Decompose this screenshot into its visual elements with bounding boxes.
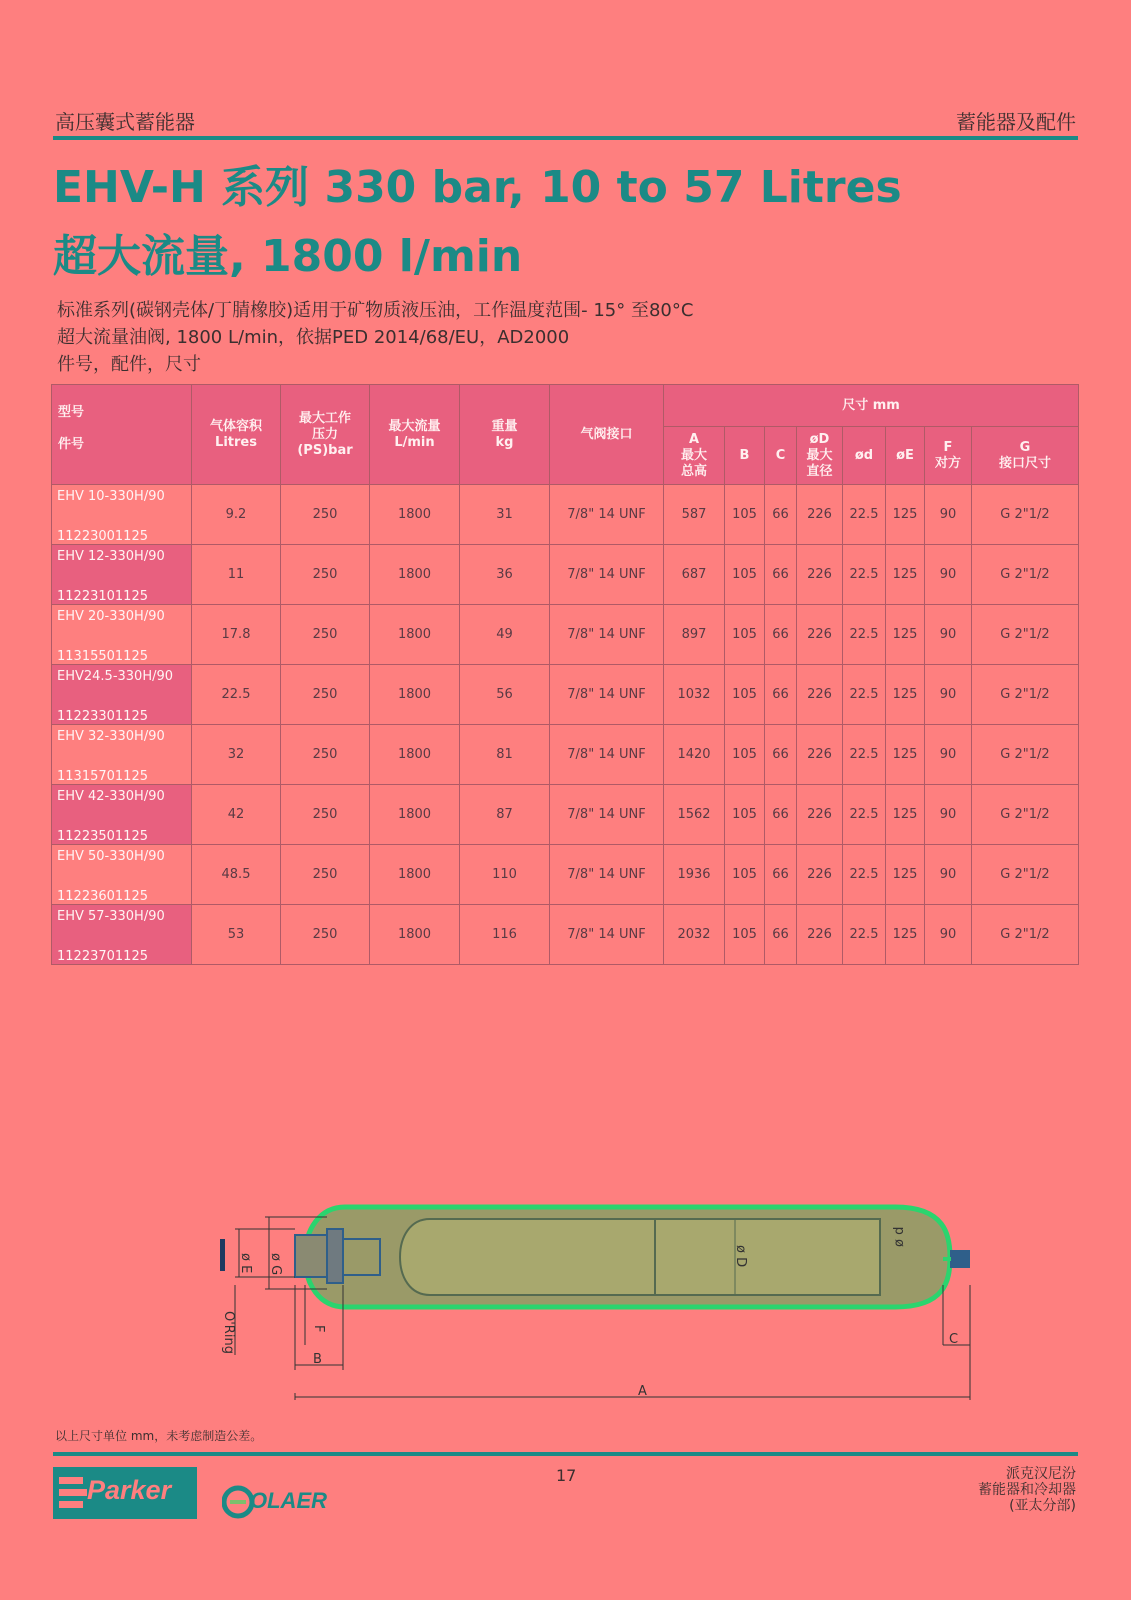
header-weight: 重量 kg: [460, 385, 550, 485]
cell-valve: 7/8" 14 UNF: [550, 785, 664, 845]
cell-flow: 1800: [370, 905, 460, 965]
cell-e: 125: [886, 605, 925, 665]
cell-pressure: 250: [281, 785, 370, 845]
cell-f: 90: [925, 665, 972, 725]
label-oring: O'Ring: [221, 1311, 236, 1354]
header-volume: 气体容积 Litres: [192, 385, 281, 485]
cell-c: 66: [765, 665, 797, 725]
intro-line-1: 标准系列(碳钢壳体/丁腈橡胶)适用于矿物质液压油，工作温度范围- 15° 至80°C: [57, 300, 694, 321]
company-line-1: 派克汉尼汾: [1006, 1466, 1076, 1482]
cell-d: 22.5: [843, 485, 886, 545]
cell-volume: 11: [192, 545, 281, 605]
cell-e: 125: [886, 545, 925, 605]
cell-g: G 2"1/2: [972, 905, 1079, 965]
header-dimensions: 尺寸 mm: [664, 385, 1079, 427]
cell-f: 90: [925, 545, 972, 605]
header-dim-c: C: [765, 427, 797, 485]
cell-weight: 81: [460, 725, 550, 785]
cell-e: 125: [886, 665, 925, 725]
model-cell: [52, 485, 192, 545]
cell-d: 226: [797, 545, 843, 605]
part-number: 11223301125: [57, 709, 148, 724]
model-name: EHV 10-330H/90: [57, 489, 165, 504]
gas-valve: [950, 1250, 970, 1268]
cell-flow: 1800: [370, 845, 460, 905]
label-d-small: ø d: [892, 1226, 907, 1247]
page-title: EHV-H 系列 330 bar, 10 to 57 Litres: [53, 162, 902, 213]
cell-volume: 9.2: [192, 485, 281, 545]
cell-b: 105: [725, 485, 765, 545]
table-row: [52, 845, 1079, 905]
cell-d: 22.5: [843, 905, 886, 965]
model-cell: [52, 665, 192, 725]
cell-weight: 110: [460, 845, 550, 905]
label-e: ø E: [238, 1253, 253, 1274]
cell-pressure: 250: [281, 845, 370, 905]
cell-volume: 17.8: [192, 605, 281, 665]
page-subtitle: 超大流量, 1800 l/min: [53, 231, 523, 282]
cell-d: 226: [797, 785, 843, 845]
parker-logo: Parker: [53, 1467, 197, 1519]
oring: [220, 1239, 225, 1271]
page-number: 17: [556, 1466, 577, 1485]
cell-d: 226: [797, 665, 843, 725]
cell-flow: 1800: [370, 785, 460, 845]
footer-divider: [53, 1452, 1078, 1456]
cell-pressure: 250: [281, 665, 370, 725]
cell-a: 1420: [664, 725, 725, 785]
cell-e: 125: [886, 845, 925, 905]
header-divider: [53, 136, 1078, 140]
header-gas-valve: 气阀接口: [550, 385, 664, 485]
cell-g: G 2"1/2: [972, 605, 1079, 665]
cell-weight: 36: [460, 545, 550, 605]
cell-f: 90: [925, 845, 972, 905]
cell-weight: 49: [460, 605, 550, 665]
cell-valve: 7/8" 14 UNF: [550, 845, 664, 905]
label-b: B: [313, 1352, 322, 1367]
cell-valve: 7/8" 14 UNF: [550, 485, 664, 545]
cell-g: G 2"1/2: [972, 725, 1079, 785]
cell-c: 66: [765, 845, 797, 905]
label-a: A: [638, 1384, 647, 1399]
cell-b: 105: [725, 785, 765, 845]
cell-b: 105: [725, 545, 765, 605]
cell-g: G 2"1/2: [972, 665, 1079, 725]
cell-d: 226: [797, 905, 843, 965]
cell-flow: 1800: [370, 605, 460, 665]
cell-f: 90: [925, 605, 972, 665]
cell-f: 90: [925, 485, 972, 545]
cell-volume: 48.5: [192, 845, 281, 905]
intro-line-2: 超大流量油阀, 1800 L/min，依据PED 2014/68/EU，AD2000: [57, 327, 570, 348]
table-row: [52, 725, 1079, 785]
cell-volume: 53: [192, 905, 281, 965]
header-dim-f: F 对方: [925, 427, 972, 485]
part-number: 11315701125: [57, 769, 148, 784]
part-number: 11223001125: [57, 529, 148, 544]
model-name: EHV 12-330H/90: [57, 549, 165, 564]
cell-flow: 1800: [370, 485, 460, 545]
label-c: C: [949, 1332, 959, 1347]
cell-b: 105: [725, 725, 765, 785]
dimension-note: 以上尺寸单位 mm，未考虑制造公差。: [55, 1429, 263, 1443]
cell-c: 66: [765, 605, 797, 665]
olaer-logo: OLAER: [250, 1488, 327, 1513]
cell-a: 587: [664, 485, 725, 545]
cell-f: 90: [925, 785, 972, 845]
company-info: [978, 1466, 1076, 1514]
model-cell: [52, 545, 192, 605]
model-name: EHV 32-330H/90: [57, 729, 165, 744]
table-row: [52, 785, 1079, 845]
cell-d: 22.5: [843, 545, 886, 605]
cell-d: 226: [797, 485, 843, 545]
cell-a: 687: [664, 545, 725, 605]
header-pressure: 最大工作 压力 (PS)bar: [281, 385, 370, 485]
intro-line-3: 件号，配件，尺寸: [57, 354, 201, 375]
cell-pressure: 250: [281, 605, 370, 665]
header-dim-small-d: ød: [843, 427, 886, 485]
cell-valve: 7/8" 14 UNF: [550, 545, 664, 605]
model-cell: [52, 785, 192, 845]
cell-weight: 116: [460, 905, 550, 965]
cell-weight: 31: [460, 485, 550, 545]
cell-g: G 2"1/2: [972, 785, 1079, 845]
model-name: EHV24.5-330H/90: [57, 669, 174, 684]
header-model: 型号 件号: [52, 385, 192, 485]
cell-pressure: 250: [281, 725, 370, 785]
cell-c: 66: [765, 785, 797, 845]
cell-d: 22.5: [843, 845, 886, 905]
header-dim-a: A 最大 总高: [664, 427, 725, 485]
part-number: 11315501125: [57, 649, 148, 664]
model-cell: [52, 905, 192, 965]
cell-e: 125: [886, 485, 925, 545]
table-row: [52, 605, 1079, 665]
cell-pressure: 250: [281, 905, 370, 965]
cell-f: 90: [925, 725, 972, 785]
cell-e: 125: [886, 725, 925, 785]
table-row: [52, 545, 1079, 605]
cell-pressure: 250: [281, 485, 370, 545]
table-row: [52, 485, 1079, 545]
cell-d: 226: [797, 845, 843, 905]
accumulator-drawing: [215, 1195, 1015, 1425]
header-flow: 最大流量 L/min: [370, 385, 460, 485]
cell-flow: 1800: [370, 665, 460, 725]
cell-a: 2032: [664, 905, 725, 965]
cell-a: 1936: [664, 845, 725, 905]
cell-g: G 2"1/2: [972, 545, 1079, 605]
cell-c: 66: [765, 485, 797, 545]
cell-flow: 1800: [370, 725, 460, 785]
spec-table: [51, 384, 1079, 965]
cell-c: 66: [765, 905, 797, 965]
cell-valve: 7/8" 14 UNF: [550, 725, 664, 785]
cell-weight: 56: [460, 665, 550, 725]
company-line-3: (亚太分部): [1009, 1498, 1076, 1514]
category-title: 蓄能器及配件: [956, 110, 1076, 134]
cell-f: 90: [925, 905, 972, 965]
cell-d: 22.5: [843, 725, 886, 785]
cell-g: G 2"1/2: [972, 485, 1079, 545]
cell-valve: 7/8" 14 UNF: [550, 905, 664, 965]
cell-g: G 2"1/2: [972, 845, 1079, 905]
model-name: EHV 20-330H/90: [57, 609, 165, 624]
label-g: ø G: [268, 1253, 283, 1276]
cell-d: 226: [797, 725, 843, 785]
label-d-big: ø D: [733, 1245, 748, 1268]
cell-weight: 87: [460, 785, 550, 845]
table-row: [52, 905, 1079, 965]
cell-volume: 32: [192, 725, 281, 785]
cell-e: 125: [886, 785, 925, 845]
cell-flow: 1800: [370, 545, 460, 605]
cell-d: 22.5: [843, 785, 886, 845]
cell-d: 22.5: [843, 605, 886, 665]
cell-pressure: 250: [281, 545, 370, 605]
cell-volume: 22.5: [192, 665, 281, 725]
model-cell: [52, 725, 192, 785]
cell-valve: 7/8" 14 UNF: [550, 665, 664, 725]
cell-b: 105: [725, 845, 765, 905]
cell-d: 226: [797, 605, 843, 665]
table-row: [52, 665, 1079, 725]
cell-b: 105: [725, 905, 765, 965]
model-name: EHV 50-330H/90: [57, 849, 165, 864]
header-dim-d: øD 最大 直径: [797, 427, 843, 485]
model-name: EHV 57-330H/90: [57, 909, 165, 924]
section-title: 高压囊式蓄能器: [55, 110, 195, 134]
model-name: EHV 42-330H/90: [57, 789, 165, 804]
cell-a: 897: [664, 605, 725, 665]
cell-b: 105: [725, 665, 765, 725]
accumulator-bladder: [400, 1219, 880, 1295]
cell-c: 66: [765, 545, 797, 605]
part-number: 11223601125: [57, 889, 148, 904]
part-number: 11223701125: [57, 949, 148, 964]
cell-e: 125: [886, 905, 925, 965]
cell-d: 22.5: [843, 665, 886, 725]
cell-c: 66: [765, 725, 797, 785]
model-cell: [52, 605, 192, 665]
header-dim-g: G 接口尺寸: [972, 427, 1079, 485]
label-f: F: [311, 1325, 326, 1333]
part-number: 11223501125: [57, 829, 148, 844]
header-dim-b: B: [725, 427, 765, 485]
part-number: 11223101125: [57, 589, 148, 604]
cell-valve: 7/8" 14 UNF: [550, 605, 664, 665]
cell-b: 105: [725, 605, 765, 665]
header-dim-e: øE: [886, 427, 925, 485]
cell-a: 1562: [664, 785, 725, 845]
cell-volume: 42: [192, 785, 281, 845]
cell-a: 1032: [664, 665, 725, 725]
model-cell: [52, 845, 192, 905]
company-line-2: 蓄能器和冷却器: [978, 1482, 1076, 1498]
